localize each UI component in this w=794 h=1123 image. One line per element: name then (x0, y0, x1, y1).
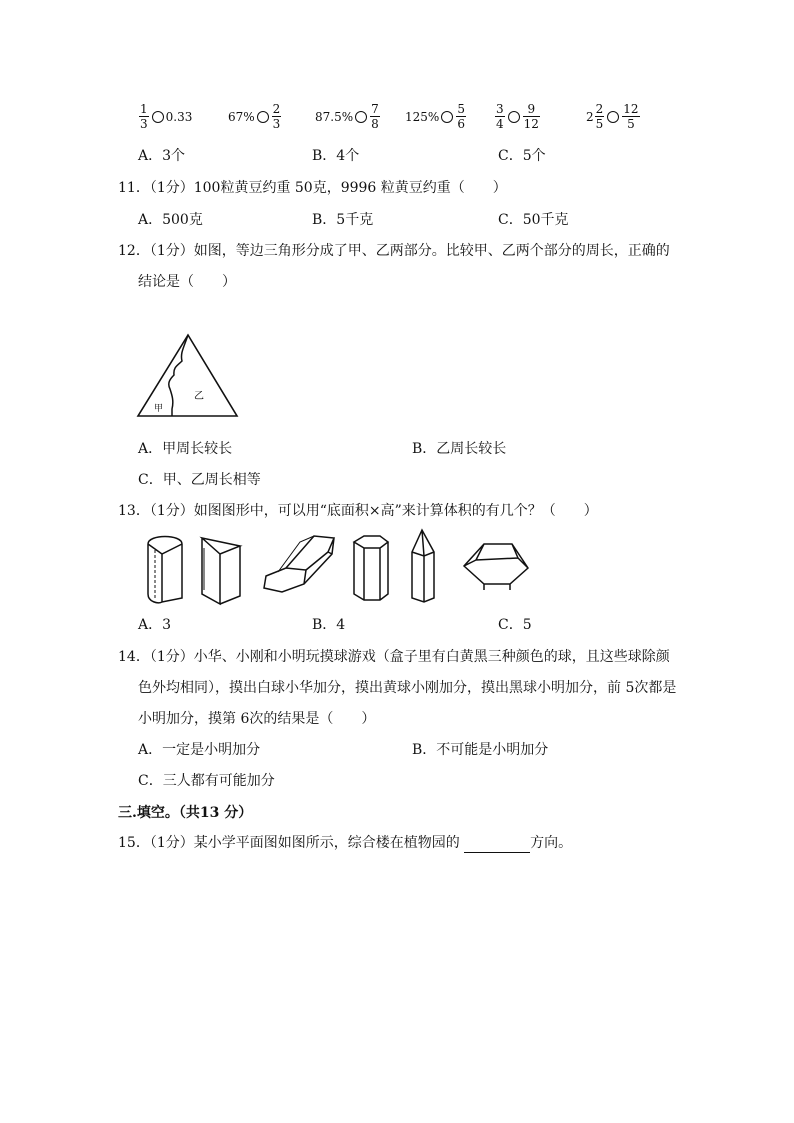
triangle-outline (138, 335, 237, 416)
pencil-prism-figure (412, 530, 434, 602)
q13-option-c[interactable]: C．5 (498, 617, 532, 633)
q14-question-line3: 小明加分，摸第 6次的结果是（ ） (138, 711, 376, 727)
fraction: $\frac{7}{8}$ (371, 102, 379, 131)
q10-option-c[interactable]: C．5个 (498, 148, 546, 164)
q15-question: 15．（1分）某小学平面图如图所示，综合楼在植物园的 方向。 (118, 835, 573, 851)
q14-question-line2: 色外均相同），摸出白球小华加分，摸出黄球小刚加分，摸出黑球小明加分，前 5次都是 (138, 680, 677, 696)
fraction: $\frac{2}{3}$ (272, 102, 281, 131)
q14-option-a[interactable]: A．一定是小明加分 (138, 742, 261, 758)
comparison-4: 125% $\frac{5}{6}$ (405, 102, 465, 131)
q14-option-b[interactable]: B．不可能是小明加分 (412, 742, 549, 758)
compare-circle (257, 111, 269, 123)
label-yi: 乙 (194, 391, 204, 402)
comparison-1: $\frac{1}{3}$ 0.33 (140, 102, 193, 131)
fraction: $\frac{3}{4}$ (496, 102, 504, 131)
frustum-figure (464, 544, 528, 590)
comparison-6: 2 $\frac{2}{5}$ $\frac{12}{5}$ (586, 102, 639, 131)
q11-option-a[interactable]: A．500克 (138, 212, 203, 228)
fraction: $\frac{1}{3}$ (140, 102, 148, 131)
fraction: $\frac{2}{5}$ (595, 102, 604, 131)
compare-circle (152, 111, 164, 123)
hex-prism-standing-figure (354, 536, 388, 600)
q14-option-c[interactable]: C．三人都有可能加分 (138, 773, 275, 789)
label-jia: 甲 (154, 404, 164, 414)
compare-circle (607, 111, 619, 123)
comparison-2: 67% $\frac{2}{3}$ (228, 102, 281, 131)
compare-circle (355, 111, 367, 123)
comparison-5 (494, 102, 541, 131)
comparison-3: 87.5% $\frac{7}{8}$ (315, 102, 379, 131)
answer-blank[interactable] (464, 838, 530, 853)
q12-option-b[interactable]: B．乙周长较长 (412, 441, 507, 457)
q10-option-a[interactable]: A．3个 (138, 148, 186, 164)
section-title: 三.填空。（共13 分） (118, 805, 253, 821)
fraction: $\frac{5}{6}$ (457, 102, 465, 131)
q13-question: 13．（1分）如图图形中，可以用“底面积×高”来计算体积的有几个？（ ） (118, 503, 598, 519)
fraction: $\frac{12}{5}$ (623, 102, 639, 131)
hex-prism-lying-figure (264, 536, 334, 592)
fraction: $\frac{9}{12}$ (523, 102, 539, 131)
triangle-diagram (136, 333, 240, 419)
solids-figures (136, 528, 532, 608)
q14-question-line1: 14．（1分）小华、小刚和小明玩摸球游戏（盒子里有白黄黑三种颜色的球，且这些球除颜 (118, 649, 670, 665)
q12-option-c[interactable]: C．甲、乙周长相等 (138, 472, 261, 488)
q12-option-a[interactable]: A．甲周长较长 (138, 441, 233, 457)
q12-question-line2: 结论是（ ） (138, 274, 236, 290)
triangular-prism-figure (202, 538, 240, 604)
q11-question: 11．（1分）100粒黄豆约重 50克，9996 粒黄豆约重（ ） (118, 180, 507, 196)
q13-option-a[interactable]: A．3 (138, 617, 172, 633)
cut-cylinder-figure (148, 537, 182, 603)
q11-option-b[interactable]: B．5千克 (312, 212, 374, 228)
q12-question-line1: 12．（1分）如图，等边三角形分成了甲、乙两部分。比较甲、乙两个部分的周长，正确的 (118, 243, 670, 259)
q11-option-c[interactable]: C．50千克 (498, 212, 569, 228)
compare-circle (441, 111, 453, 123)
compare-circle (508, 111, 520, 123)
dividing-curve (169, 335, 188, 416)
q13-option-b[interactable]: B．4 (312, 617, 346, 633)
q10-option-b[interactable]: B．4个 (312, 148, 360, 164)
